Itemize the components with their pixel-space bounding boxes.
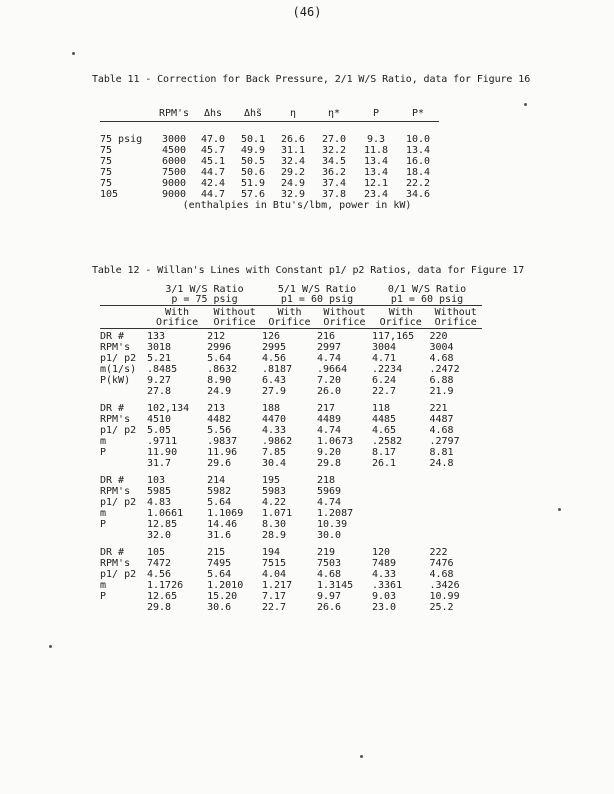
table12-cell	[429, 486, 482, 497]
table11-cell: 50.6	[240, 167, 266, 178]
table11-cell: 12.1	[363, 178, 389, 189]
table12-cell: 103	[147, 475, 166, 486]
table12-row-label: p1/ p2	[100, 353, 137, 364]
table12-cell: 30.4	[262, 458, 287, 469]
table11-cell: 6000	[161, 156, 187, 167]
table12-row	[100, 447, 482, 458]
group-ratio: 3/1 W/S Ratio	[165, 284, 244, 295]
table12-cell: 2995	[262, 342, 287, 353]
table12-row	[100, 364, 482, 375]
table11-row-label: 75	[100, 145, 113, 156]
table11-cell: 13.4	[405, 145, 431, 156]
table12-row-label: P	[100, 519, 107, 530]
table11-cell: 3000	[161, 134, 187, 145]
table12-row	[100, 580, 482, 591]
table11-cell: 7500	[161, 167, 187, 178]
table12-row	[100, 375, 482, 386]
table12-row-label: P	[100, 591, 107, 602]
table12-cell: 3018	[147, 342, 172, 353]
table11-cell: 34.5	[321, 156, 347, 167]
table11-cell: 22.2	[405, 178, 431, 189]
table12-row	[100, 475, 482, 486]
table12-cell: 4489	[317, 414, 342, 425]
scan-speck	[360, 755, 363, 758]
table11-cell: 36.2	[321, 167, 347, 178]
table12-cell	[429, 508, 482, 519]
sub-header: Orifice	[379, 317, 422, 328]
table12-row-label: P(kW)	[100, 375, 131, 386]
table11-cell: 32.2	[321, 145, 347, 156]
table12-row	[100, 331, 482, 342]
table12-cell: .2472	[429, 364, 460, 375]
table12-cell: 29.8	[317, 458, 342, 469]
table12-cell: .9711	[147, 436, 178, 447]
table12-cell: 4470	[262, 414, 287, 425]
sub-header: With	[388, 307, 413, 318]
table12-row	[100, 569, 482, 580]
table11-cell: 9.3	[366, 134, 386, 145]
table12-cell: 26.6	[317, 602, 342, 613]
table12-cell: 5.21	[147, 353, 172, 364]
table12-cell: 1.2087	[317, 508, 354, 519]
table11-row	[100, 134, 439, 145]
table12-cell: 5.64	[207, 497, 232, 508]
table12-row	[100, 353, 482, 364]
table12-row	[100, 547, 482, 558]
scan-speck	[72, 52, 75, 55]
table12-row-label	[100, 602, 147, 613]
table12-row-label: RPM's	[100, 414, 131, 425]
table12-row-label: m	[100, 436, 107, 447]
table12-cell	[429, 497, 482, 508]
table12-cell: 22.7	[262, 602, 287, 613]
table11-header: P	[372, 107, 380, 119]
table11-cell: 34.6	[405, 189, 431, 200]
sub-header: Orifice	[268, 317, 311, 328]
table12-cell: 32.0	[147, 530, 172, 541]
scan-speck	[49, 645, 52, 648]
table12-row-label: RPM's	[100, 558, 131, 569]
table12-title: Table 12 - Willan's Lines with Constant p1/ p2 Ratios, data for Figure 17	[92, 265, 525, 276]
table12-row	[100, 458, 482, 469]
table12-cell: 24.9	[207, 386, 232, 397]
sub-header: Orifice	[155, 317, 199, 328]
table12-row	[100, 425, 482, 436]
table12-cell: 1.0661	[147, 508, 184, 519]
table12-cell: 10.99	[429, 591, 460, 602]
table12-cell: 7.20	[317, 375, 342, 386]
table12-row	[100, 386, 482, 397]
table12-row	[100, 591, 482, 602]
table12-cell: 212	[207, 331, 226, 342]
table12-row-label	[100, 530, 147, 541]
table12-cell: 5.64	[207, 569, 232, 580]
table12-cell: 4482	[207, 414, 232, 425]
table11-cell: 31.1	[280, 145, 306, 156]
table12-cell: 4.83	[147, 497, 172, 508]
table12-row-label	[100, 458, 147, 469]
table11-header: P*	[411, 107, 425, 119]
table12-row-label: p1/ p2	[100, 569, 137, 580]
table12-row-label: P	[100, 447, 107, 458]
table11-cell: 27.0	[321, 134, 347, 145]
table11-cell: 4500	[161, 145, 187, 156]
table12-cell: .3361	[372, 580, 403, 591]
table11-cell: 37.4	[321, 178, 347, 189]
table12-cell: 12.65	[147, 591, 178, 602]
table11-row-label: 75 psig	[100, 134, 143, 145]
table12-row-label: p1/ p2	[100, 497, 137, 508]
table12-cell: 4.56	[147, 569, 172, 580]
table12-row-label: p1/ p2	[100, 425, 137, 436]
sub-header: Orifice	[434, 317, 477, 328]
table12-row	[100, 414, 482, 425]
table12-cell: 31.7	[147, 458, 172, 469]
table12-cell: .9862	[262, 436, 293, 447]
table11-cell: 9000	[161, 178, 187, 189]
table12-cell	[372, 497, 429, 508]
table11-note: (enthalpies in Btu's/lbm, power in kW)	[182, 200, 412, 211]
table12-pressure-row	[100, 295, 482, 306]
table12-cell	[429, 530, 482, 541]
table12-cell: 3004	[372, 342, 397, 353]
group-ratio: 0/1 W/S Ratio	[387, 284, 467, 295]
table12-cell: 7.85	[262, 447, 287, 458]
table12-cell: 30.0	[317, 530, 342, 541]
table12-cell: 1.0673	[317, 436, 354, 447]
table11-header	[100, 105, 155, 122]
table12-cell: 22.7	[372, 386, 397, 397]
table12-cell: 5983	[262, 486, 287, 497]
table12-cell: 4.33	[372, 569, 397, 580]
table12-cell: 1.2010	[207, 580, 244, 591]
table12-cell: 4.65	[372, 425, 397, 436]
table12-row-label: RPM's	[100, 486, 131, 497]
table11-row	[100, 189, 439, 200]
table11-cell: 11.8	[363, 145, 389, 156]
table12-cell: 4487	[429, 414, 454, 425]
table12-cell: 26.0	[317, 386, 342, 397]
table12-cell: 4510	[147, 414, 172, 425]
table12-cell: 118	[372, 403, 391, 414]
table11-cell: 44.7	[200, 167, 226, 178]
table12-cell: 15.20	[207, 591, 238, 602]
table12-cell: 8.81	[429, 447, 454, 458]
table12-cell: 7495	[207, 558, 232, 569]
table12-cell: 7489	[372, 558, 397, 569]
table12-cell: 5982	[207, 486, 232, 497]
table12-cell: 217	[317, 403, 336, 414]
table12-row-label	[100, 386, 147, 397]
table11-cell: 23.4	[363, 189, 389, 200]
table12-cell: 4.04	[262, 569, 287, 580]
table12-cell: 1.3145	[317, 580, 354, 591]
table11-cell: 18.4	[405, 167, 431, 178]
table12-row	[100, 486, 482, 497]
table12-cell: 31.6	[207, 530, 232, 541]
table12-row-label: DR #	[100, 403, 125, 414]
table12-row	[100, 403, 482, 414]
table12-cell	[429, 475, 482, 486]
table12-cell: 5.05	[147, 425, 172, 436]
table12-cell: 2996	[207, 342, 232, 353]
table12-cell: 9.20	[317, 447, 342, 458]
table12-cell: 6.24	[372, 375, 397, 386]
table12-cell: 29.6	[207, 458, 232, 469]
sub-header: Orifice	[213, 317, 256, 328]
table12-cell: 27.8	[147, 386, 172, 397]
table12-row-label: DR #	[100, 475, 125, 486]
scan-speck	[558, 508, 561, 511]
table11-cell: 32.4	[280, 156, 306, 167]
table12-cell: 23.0	[372, 602, 397, 613]
table12-cell: 4.68	[429, 353, 454, 364]
group-pressure: p = 75 psig	[171, 294, 238, 305]
table12-row-label: DR #	[100, 331, 125, 342]
table12-cell: 221	[429, 403, 448, 414]
table12-cell: .3426	[429, 580, 460, 591]
table12-cell: 8.30	[262, 519, 287, 530]
table12-cell	[372, 475, 429, 486]
table12-cell: 8.90	[207, 375, 232, 386]
table11-header: Δhs̃	[243, 107, 263, 119]
sub-header: With	[277, 307, 302, 318]
table12-cell: 4.22	[262, 497, 287, 508]
table12-cell: 5.56	[207, 425, 232, 436]
table11-row-label: 105	[100, 189, 119, 200]
sub-header: Without	[323, 307, 366, 318]
table12-cell: 195	[262, 475, 281, 486]
table12-cell: 1.071	[262, 508, 293, 519]
table12-cell: 219	[317, 547, 336, 558]
table12-cell: 5.64	[207, 353, 232, 364]
page-number: (46)	[292, 5, 322, 19]
table12-row-label: DR #	[100, 547, 125, 558]
table12-cell: 133	[147, 331, 166, 342]
sub-header: Orifice	[323, 317, 366, 328]
table11-cell: 29.2	[280, 167, 306, 178]
table12-cell: 4.68	[317, 569, 342, 580]
table12-cell: .8485	[147, 364, 178, 375]
table12-cell: 214	[207, 475, 226, 486]
table12-cell: 7503	[317, 558, 342, 569]
table12-cell: 6.88	[429, 375, 454, 386]
table12-cell	[429, 519, 482, 530]
table12-row	[100, 602, 482, 613]
table12-row	[100, 519, 482, 530]
table12-cell: 4.68	[429, 569, 454, 580]
table12-row-label: m	[100, 508, 107, 519]
table12-cell: 21.9	[429, 386, 454, 397]
table12-row-label: RPM's	[100, 342, 131, 353]
table12-cell: 11.90	[147, 447, 178, 458]
table12-cell	[372, 486, 429, 497]
table11-cell: 50.5	[240, 156, 266, 167]
table12-cell: 7.17	[262, 591, 287, 602]
table12-cell: 4.33	[262, 425, 287, 436]
table12-cell: 1.217	[262, 580, 293, 591]
table12-cell: 1.1726	[147, 580, 184, 591]
table12-cell: 213	[207, 403, 226, 414]
table11-cell: 9000	[161, 189, 187, 200]
table12-cell: 12.85	[147, 519, 178, 530]
table12-cell: 4485	[372, 414, 397, 425]
table12-cell: 26.1	[372, 458, 397, 469]
group-ratio: 5/1 W/S Ratio	[277, 284, 357, 295]
table12-row-label: m(1/s)	[100, 364, 137, 375]
table12-cell: 4.74	[317, 353, 342, 364]
table12-cell: .8632	[207, 364, 238, 375]
table12-cell: 10.39	[317, 519, 348, 530]
table12-cell: 7515	[262, 558, 287, 569]
table12-cell: 120	[372, 547, 391, 558]
table12-cell: 2997	[317, 342, 342, 353]
table12-cell: 216	[317, 331, 336, 342]
table12-cell: 14.46	[207, 519, 238, 530]
table12-row	[100, 558, 482, 569]
table12-cell: 6.43	[262, 375, 287, 386]
table12-cell: 30.6	[207, 602, 232, 613]
table12-cell: 28.9	[262, 530, 287, 541]
group-pressure: p1 = 60 psig	[280, 294, 354, 305]
scan-speck	[524, 103, 527, 106]
table12-cell: 7476	[429, 558, 454, 569]
table12-cell: 4.71	[372, 353, 397, 364]
table12-cell: 1.1069	[207, 508, 244, 519]
table11-row	[100, 156, 439, 167]
table12-cell: 9.97	[317, 591, 342, 602]
table11-header: RPM's	[158, 107, 190, 119]
table11-cell: 57.6	[240, 189, 266, 200]
table12-cell	[372, 519, 429, 530]
table12-row	[100, 436, 482, 447]
table12-cell: 4.68	[429, 425, 454, 436]
table12-cell: 11.96	[207, 447, 238, 458]
table11-cell: 32.9	[280, 189, 306, 200]
table12-cell: 24.8	[429, 458, 454, 469]
sub-header: With	[165, 307, 190, 318]
table12-cell: 218	[317, 475, 336, 486]
table12-row	[100, 508, 482, 519]
table11-cell: 49.9	[240, 145, 266, 156]
table11-row-label: 75	[100, 156, 113, 167]
table11-cell: 50.1	[240, 134, 266, 145]
table12-cell: 194	[262, 547, 281, 558]
table12-sub2-row	[100, 318, 482, 329]
table11-cell: 47.0	[200, 134, 226, 145]
table12-row	[100, 342, 482, 353]
table11-row-label: 75	[100, 178, 113, 189]
table11-header: η	[289, 107, 297, 119]
table12-cell: 8.17	[372, 447, 397, 458]
table12-cell: 5985	[147, 486, 172, 497]
table12-cell: 215	[207, 547, 226, 558]
table11-cell: 26.6	[280, 134, 306, 145]
table11-cell: 13.4	[363, 156, 389, 167]
table12-cell: .9837	[207, 436, 238, 447]
table11	[100, 105, 439, 211]
table11-row-label: 75	[100, 167, 113, 178]
table11-header: η*	[327, 107, 341, 119]
table12-cell: 5969	[317, 486, 342, 497]
table11-row	[100, 178, 439, 189]
table12-cell: 117,165	[372, 331, 415, 342]
table12	[100, 285, 482, 613]
sub-header: Without	[434, 307, 477, 318]
table11-cell: 45.1	[200, 156, 226, 167]
table12-cell: 222	[429, 547, 448, 558]
table12-cell	[372, 530, 429, 541]
table12-cell: .2234	[372, 364, 403, 375]
table12-cell: 105	[147, 547, 166, 558]
table12-cell	[372, 508, 429, 519]
table11-cell: 16.0	[405, 156, 431, 167]
table12-cell: .8187	[262, 364, 293, 375]
table12-cell: 7472	[147, 558, 172, 569]
table12-cell: 188	[262, 403, 281, 414]
table12-cell: .2582	[372, 436, 403, 447]
table11-title: Table 11 - Correction for Back Pressure, 2/1 W/S Ratio, data for Figure 16	[92, 74, 531, 85]
table11-cell: 37.8	[321, 189, 347, 200]
table12-cell: 220	[429, 331, 448, 342]
table12-cell: 3004	[429, 342, 454, 353]
table11-cell: 24.9	[280, 178, 306, 189]
table11-header-row	[100, 105, 439, 122]
table11-cell: 42.4	[200, 178, 226, 189]
sub-header: Without	[213, 307, 256, 318]
table12-cell: 4.56	[262, 353, 287, 364]
table11-header: Δhs	[203, 107, 223, 119]
table12-cell: 27.9	[262, 386, 287, 397]
table12-row	[100, 497, 482, 508]
table12-cell: 29.8	[147, 602, 172, 613]
table11-cell: 10.0	[405, 134, 431, 145]
table12-cell: 126	[262, 331, 281, 342]
table12-cell: 102,134	[147, 403, 190, 414]
table11-cell: 44.7	[200, 189, 226, 200]
table12-row	[100, 530, 482, 541]
table12-cell: 9.03	[372, 591, 397, 602]
table12-cell: 25.2	[429, 602, 454, 613]
table11-row	[100, 145, 439, 156]
table11-cell: 51.9	[240, 178, 266, 189]
table12-cell: 9.27	[147, 375, 172, 386]
table11-cell: 13.4	[363, 167, 389, 178]
table11-row	[100, 167, 439, 178]
table12-cell: .2797	[429, 436, 460, 447]
table11-cell: 45.7	[200, 145, 226, 156]
table12-cell: .9664	[317, 364, 348, 375]
table12-cell: 4.74	[317, 425, 342, 436]
table12-cell: 4.74	[317, 497, 342, 508]
group-pressure: p1 = 60 psig	[390, 294, 464, 305]
table12-row-label: m	[100, 580, 107, 591]
